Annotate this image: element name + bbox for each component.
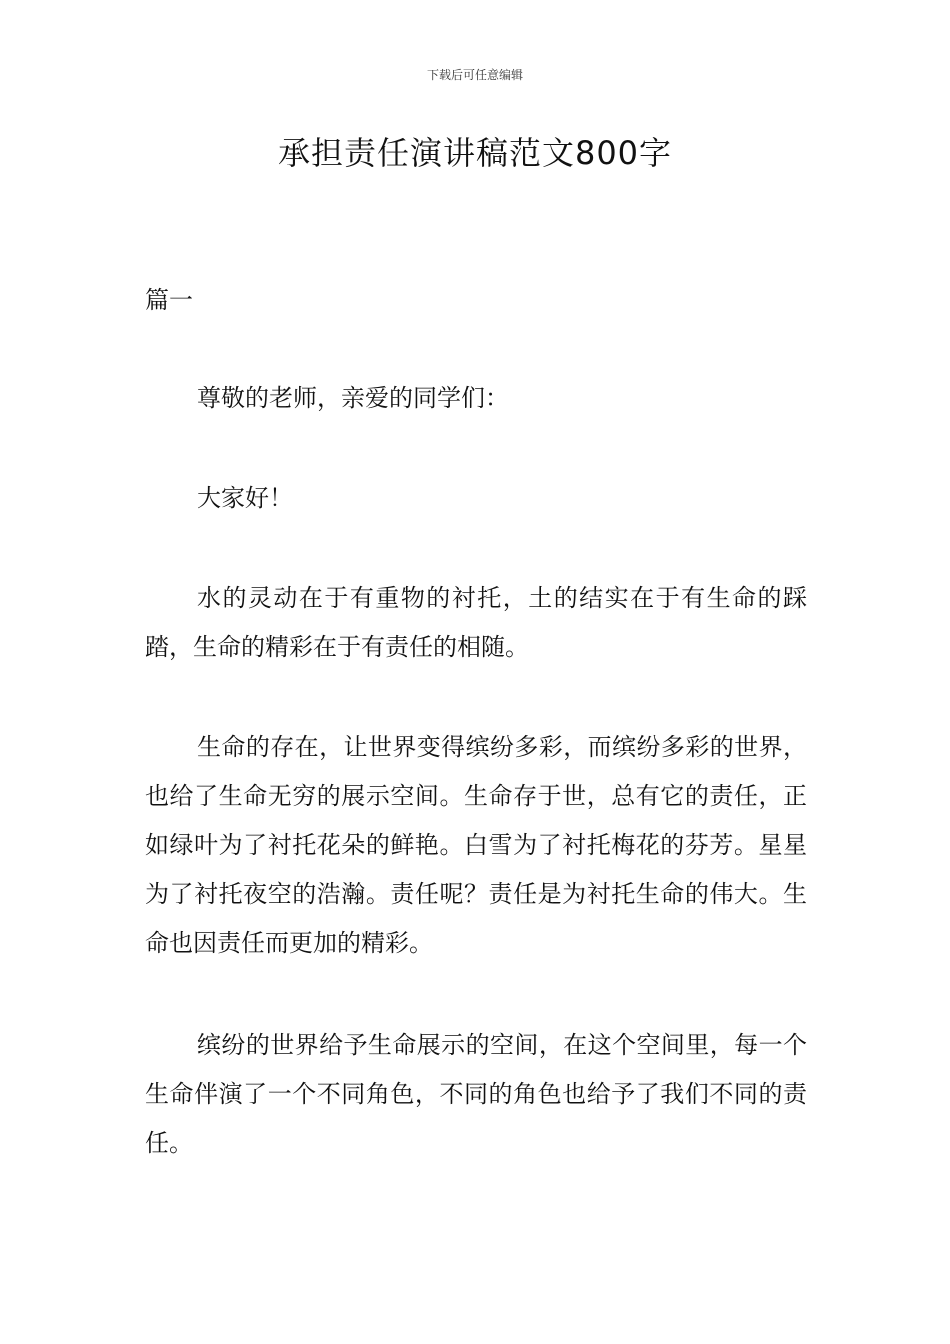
header-note: 下载后可任意编辑	[426, 68, 523, 82]
paragraph-salutation: 尊敬的老师，亲爱的同学们：	[197, 384, 509, 412]
paragraph-body: 生命的存在，让世界变得缤纷多彩，而缤纷多彩的世界，也给了生命无穷的展示空间。生命存于世，总有它的责任，正如绿叶为了衬托花朵的鲜艳。白雪为了衬托梅花的芬芳。星星为了衬托夜空的浩瀚。责任呢？责任是为衬托生命的伟大。生命也因责任而更加的精彩。	[145, 733, 807, 957]
document-title: 承担责任演讲稿范文800字	[277, 134, 673, 172]
paragraph-greeting: 大家好！	[197, 484, 293, 512]
paragraph-body: 缤纷的世界给予生命展示的空间，在这个空间里，每一个生命伴演了一个不同角色，不同的角色也给予了我们不同的责任。	[145, 1031, 807, 1157]
paragraph-body: 水的灵动在于有重物的衬托，土的结实在于有生命的踩踏，生命的精彩在于有责任的相随。	[145, 584, 807, 661]
section-label: 篇一	[145, 286, 193, 314]
